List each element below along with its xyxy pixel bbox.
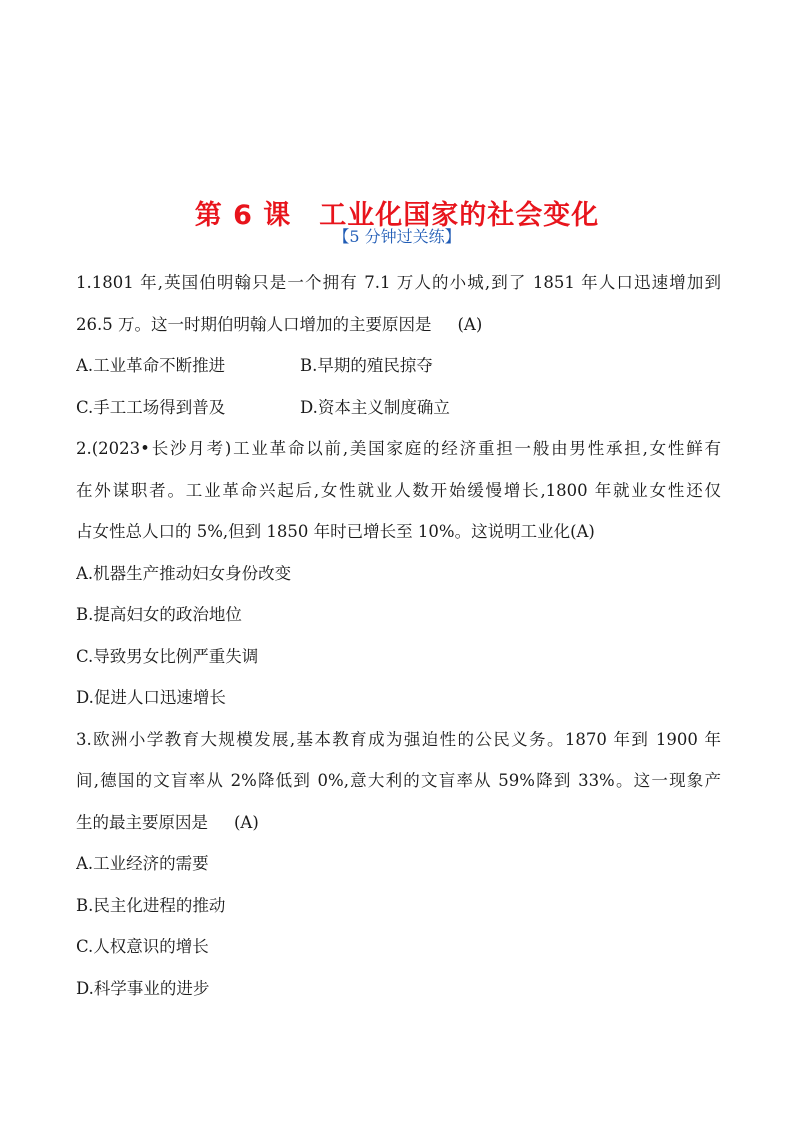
question-list	[76, 262, 721, 1009]
question-text-fragment: 占女性总人口的 5%,但到 1850 年时已增长至 10%。这说明工业化	[76, 522, 571, 541]
option-b: B.早期的殖民掠夺	[300, 356, 433, 375]
question-text-line	[76, 802, 721, 844]
lesson-title: 第 6 课 工业化国家的社会变化	[194, 200, 600, 231]
question-text-line: 在外谋职者。工业革命兴起后,女性就业人数开始缓慢增长,1800 年就业女性还仅	[76, 480, 721, 500]
option-d: D.科学事业的进步	[76, 978, 210, 998]
question-text-fragment: 26.5 万。这一时期伯明翰人口增加的主要原因是	[76, 314, 432, 334]
question-text-line: 2.(2023•长沙月考)工业革命以前,美国家庭的经济重担一般由男性承担,女性鲜有	[76, 439, 721, 458]
option-d: D.资本主义制度确立	[300, 397, 450, 417]
option-b: B.提高妇女的政治地位	[76, 605, 242, 624]
question-3	[76, 719, 721, 1010]
option-c: C.手工工场得到普及	[76, 397, 226, 417]
section-subtitle: 【5 分钟过关练】	[333, 227, 461, 246]
option-c: C.人权意识的增长	[76, 937, 209, 956]
question-text-line: 间,德国的文盲率从 2%降低到 0%,意大利的文盲率从 59%降到 33%。这一现象产	[76, 771, 721, 790]
answer-mark: (A)	[570, 522, 595, 541]
question-2	[76, 428, 721, 719]
question-text-fragment: 生的最主要原因是	[76, 812, 208, 832]
question-text-line: 3.欧洲小学教育大规模发展,基本教育成为强迫性的公民义务。1870 年到 1900 年	[76, 729, 721, 749]
question-text-line	[76, 304, 721, 346]
options-row	[76, 345, 721, 387]
option-d: D.促进人口迅速增长	[76, 688, 226, 707]
question-text-line: 1.1801 年,英国伯明翰只是一个拥有 7.1 万人的小城,到了 1851 年人口迅速增加到	[76, 273, 721, 292]
answer-mark: (A)	[457, 314, 483, 334]
question-1	[76, 262, 721, 428]
question-text-line	[76, 511, 721, 553]
option-a: A.机器生产推动妇女身份改变	[76, 563, 292, 583]
option-a: A.工业经济的需要	[76, 854, 209, 873]
option-c: C.导致男女比例严重失调	[76, 646, 259, 666]
option-b: B.民主化进程的推动	[76, 895, 226, 915]
answer-mark: (A)	[234, 812, 259, 832]
options-row	[76, 387, 721, 429]
option-a: A.工业革命不断推进	[76, 356, 226, 375]
